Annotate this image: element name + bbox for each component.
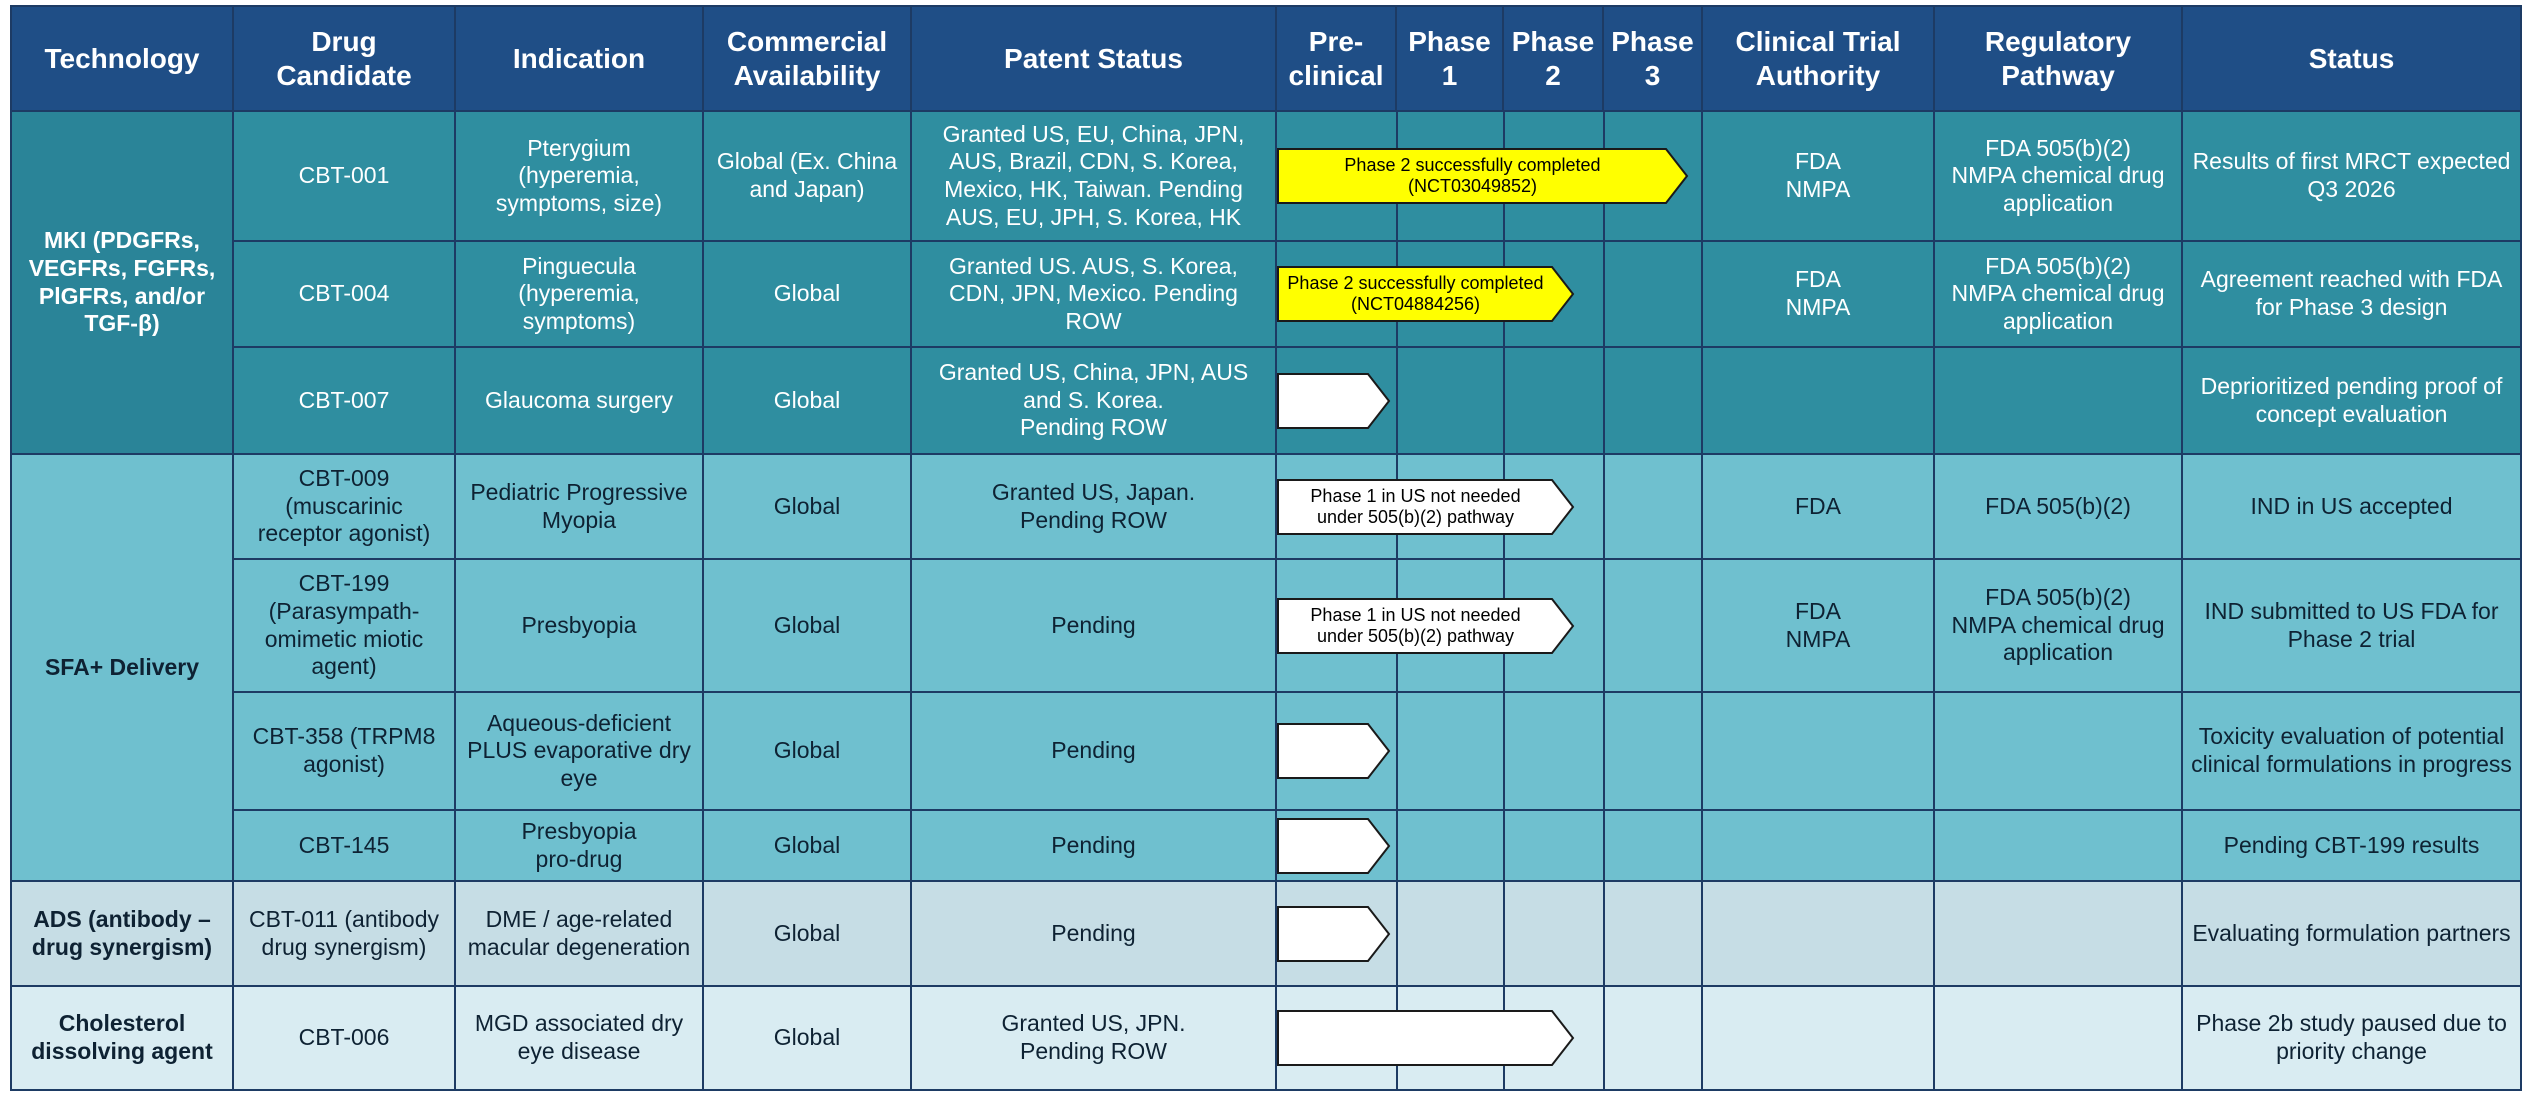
patent-status-cell: Pending bbox=[911, 810, 1276, 881]
indication-cell: Presbyopia bbox=[455, 559, 703, 692]
status-cell: IND in US accepted bbox=[2182, 454, 2521, 559]
arrow-shape bbox=[1277, 373, 1390, 429]
patent-status-cell: Granted US. AUS, S. Korea, CDN, JPN, Mexico. Pending ROW bbox=[911, 241, 1276, 347]
header-clinical-trial-authority: Clinical Trial Authority bbox=[1702, 6, 1934, 111]
pipeline-row bbox=[11, 810, 2521, 881]
patent-status-cell: Pending bbox=[911, 692, 1276, 810]
header-status: Status bbox=[2182, 6, 2521, 111]
header-phase-1: Phase 1 bbox=[1396, 6, 1503, 111]
arrow-polygon bbox=[1278, 1011, 1573, 1065]
arrow-polygon bbox=[1278, 724, 1389, 778]
patent-status-cell: Granted US, Japan. Pending ROW bbox=[911, 454, 1276, 559]
drug-candidate-cell: CBT-007 bbox=[233, 347, 455, 454]
indication-cell: Pediatric Progressive Myopia bbox=[455, 454, 703, 559]
drug-candidate-cell: CBT-001 bbox=[233, 111, 455, 241]
technology-group-cell: Cholesterol dissolving agent bbox=[11, 986, 233, 1090]
phase-progress-cell bbox=[1276, 241, 1702, 347]
phase-divider bbox=[1503, 348, 1505, 453]
clinical-trial-authority-cell bbox=[1702, 810, 1934, 881]
header-preclinical: Pre-clinical bbox=[1276, 6, 1396, 111]
phase-divider bbox=[1603, 882, 1605, 985]
phase-progress-arrow bbox=[1277, 373, 1390, 429]
indication-cell: Presbyopia pro-drug bbox=[455, 810, 703, 881]
drug-candidate-cell: CBT-358 (TRPM8 agonist) bbox=[233, 692, 455, 810]
phase-progress-arrow bbox=[1277, 479, 1574, 535]
header-technology: Technology bbox=[11, 6, 233, 111]
phase-progress-label: Phase 1 in US not needed under 505(b)(2) pathway bbox=[1310, 604, 1521, 646]
technology-group-cell: MKI (PDGFRs, VEGFRs, FGFRs, PlGFRs, and/or TGF-β) bbox=[11, 111, 233, 454]
regulatory-pathway-cell bbox=[1934, 810, 2182, 881]
technology-group-cell: SFA+ Delivery bbox=[11, 454, 233, 881]
pipeline-row bbox=[11, 692, 2521, 810]
phase-progress-cell bbox=[1276, 810, 1702, 881]
header-phase-3: Phase 3 bbox=[1603, 6, 1702, 111]
pipeline-row bbox=[11, 986, 2521, 1090]
phase-divider bbox=[1396, 693, 1398, 809]
phase-progress-cell bbox=[1276, 986, 1702, 1090]
regulatory-pathway-cell bbox=[1934, 692, 2182, 810]
commercial-availability-cell: Global bbox=[703, 454, 911, 559]
phase-progress-arrow bbox=[1277, 723, 1390, 779]
drug-candidate-cell: CBT-199 (Parasympath-omimetic miotic agent) bbox=[233, 559, 455, 692]
regulatory-pathway-cell: FDA 505(b)(2) bbox=[1934, 454, 2182, 559]
phase-progress-cell bbox=[1276, 347, 1702, 454]
pipeline-row bbox=[11, 559, 2521, 692]
status-cell: Pending CBT-199 results bbox=[2182, 810, 2521, 881]
regulatory-pathway-cell bbox=[1934, 881, 2182, 986]
status-cell: IND submitted to US FDA for Phase 2 trial bbox=[2182, 559, 2521, 692]
indication-cell: Pterygium (hyperemia, symptoms, size) bbox=[455, 111, 703, 241]
clinical-trial-authority-cell bbox=[1702, 347, 1934, 454]
pipeline-row bbox=[11, 454, 2521, 559]
pipeline-body bbox=[11, 111, 2521, 1090]
clinical-trial-authority-cell: FDA NMPA bbox=[1702, 241, 1934, 347]
phase-progress-label: Phase 2 successfully completed (NCT04884256) bbox=[1287, 273, 1544, 314]
regulatory-pathway-cell: FDA 505(b)(2) NMPA chemical drug application bbox=[1934, 559, 2182, 692]
pipeline-row bbox=[11, 881, 2521, 986]
arrow-polygon bbox=[1278, 907, 1389, 961]
pipeline-table-wrapper bbox=[10, 5, 2520, 1102]
regulatory-pathway-cell: FDA 505(b)(2) NMPA chemical drug application bbox=[1934, 111, 2182, 241]
phase-divider bbox=[1603, 348, 1605, 453]
commercial-availability-cell: Global bbox=[703, 347, 911, 454]
phase-progress-cell bbox=[1276, 559, 1702, 692]
phase-progress-arrow bbox=[1277, 818, 1390, 874]
arrow-shape bbox=[1277, 818, 1390, 874]
drug-candidate-cell: CBT-004 bbox=[233, 241, 455, 347]
phase-progress-cell bbox=[1276, 454, 1702, 559]
phase-progress-label: Phase 1 in US not needed under 505(b)(2) pathway bbox=[1310, 485, 1521, 527]
phase-progress-cell bbox=[1276, 692, 1702, 810]
phase-progress-arrow bbox=[1277, 148, 1688, 204]
regulatory-pathway-cell: FDA 505(b)(2) NMPA chemical drug application bbox=[1934, 241, 2182, 347]
pipeline-row bbox=[11, 241, 2521, 347]
patent-status-cell: Granted US, China, JPN, AUS and S. Korea. Pending ROW bbox=[911, 347, 1276, 454]
phase-divider bbox=[1603, 560, 1605, 691]
indication-cell: Aqueous-deficient PLUS evaporative dry eye bbox=[455, 692, 703, 810]
patent-status-cell: Pending bbox=[911, 881, 1276, 986]
arrow-shape bbox=[1277, 906, 1390, 962]
commercial-availability-cell: Global bbox=[703, 692, 911, 810]
phase-divider bbox=[1603, 811, 1605, 880]
arrow-shape bbox=[1277, 1010, 1574, 1066]
status-cell: Deprioritized pending proof of concept evaluation bbox=[2182, 347, 2521, 454]
phase-progress-arrow bbox=[1277, 266, 1574, 322]
phase-divider bbox=[1503, 693, 1505, 809]
phase-divider bbox=[1396, 811, 1398, 880]
header-phase-2: Phase 2 bbox=[1503, 6, 1603, 111]
commercial-availability-cell: Global bbox=[703, 986, 911, 1090]
phase-divider bbox=[1603, 455, 1605, 558]
regulatory-pathway-cell bbox=[1934, 347, 2182, 454]
clinical-trial-authority-cell: FDA NMPA bbox=[1702, 559, 1934, 692]
regulatory-pathway-cell bbox=[1934, 986, 2182, 1090]
technology-group-cell: ADS (antibody – drug synergism) bbox=[11, 881, 233, 986]
pipeline-table bbox=[10, 5, 2522, 1091]
status-cell: Toxicity evaluation of potential clinical formulations in progress bbox=[2182, 692, 2521, 810]
header-patent-status: Patent Status bbox=[911, 6, 1276, 111]
clinical-trial-authority-cell: FDA bbox=[1702, 454, 1934, 559]
commercial-availability-cell: Global bbox=[703, 881, 911, 986]
clinical-trial-authority-cell: FDA NMPA bbox=[1702, 111, 1934, 241]
phase-divider bbox=[1603, 693, 1605, 809]
header-row bbox=[11, 6, 2521, 111]
patent-status-cell: Pending bbox=[911, 559, 1276, 692]
pipeline-row bbox=[11, 111, 2521, 241]
phase-divider bbox=[1603, 242, 1605, 346]
arrow-polygon bbox=[1278, 374, 1389, 428]
patent-status-cell: Granted US, EU, China, JPN, AUS, Brazil, CDN, S. Korea, Mexico, HK, Taiwan. Pending AUS, EU, JPH, S. Korea, HK bbox=[911, 111, 1276, 241]
status-cell: Evaluating formulation partners bbox=[2182, 881, 2521, 986]
status-cell: Agreement reached with FDA for Phase 3 design bbox=[2182, 241, 2521, 347]
drug-candidate-cell: CBT-011 (antibody drug synergism) bbox=[233, 881, 455, 986]
header-drug-candidate: Drug Candidate bbox=[233, 6, 455, 111]
indication-cell: MGD associated dry eye disease bbox=[455, 986, 703, 1090]
pipeline-row bbox=[11, 347, 2521, 454]
arrow-shape bbox=[1277, 723, 1390, 779]
commercial-availability-cell: Global (Ex. China and Japan) bbox=[703, 111, 911, 241]
commercial-availability-cell: Global bbox=[703, 810, 911, 881]
arrow-polygon bbox=[1278, 819, 1389, 873]
phase-progress-label: Phase 2 successfully completed (NCT03049852) bbox=[1344, 155, 1601, 196]
status-cell: Results of first MRCT expected Q3 2026 bbox=[2182, 111, 2521, 241]
commercial-availability-cell: Global bbox=[703, 559, 911, 692]
patent-status-cell: Granted US, JPN. Pending ROW bbox=[911, 986, 1276, 1090]
phase-progress-arrow bbox=[1277, 906, 1390, 962]
clinical-trial-authority-cell bbox=[1702, 881, 1934, 986]
phase-divider bbox=[1503, 811, 1505, 880]
indication-cell: Pinguecula (hyperemia, symptoms) bbox=[455, 241, 703, 347]
clinical-trial-authority-cell bbox=[1702, 692, 1934, 810]
header-indication: Indication bbox=[455, 6, 703, 111]
phase-divider bbox=[1503, 882, 1505, 985]
indication-cell: Glaucoma surgery bbox=[455, 347, 703, 454]
phase-progress-cell bbox=[1276, 881, 1702, 986]
phase-divider bbox=[1396, 882, 1398, 985]
status-cell: Phase 2b study paused due to priority change bbox=[2182, 986, 2521, 1090]
phase-progress-arrow bbox=[1277, 1010, 1574, 1066]
header-commercial-availability: Commercial Availability bbox=[703, 6, 911, 111]
phase-divider bbox=[1396, 348, 1398, 453]
phase-progress-arrow bbox=[1277, 598, 1574, 654]
clinical-trial-authority-cell bbox=[1702, 986, 1934, 1090]
drug-candidate-cell: CBT-006 bbox=[233, 986, 455, 1090]
indication-cell: DME / age-related macular degeneration bbox=[455, 881, 703, 986]
phase-divider bbox=[1603, 987, 1605, 1089]
drug-candidate-cell: CBT-009 (muscarinic receptor agonist) bbox=[233, 454, 455, 559]
commercial-availability-cell: Global bbox=[703, 241, 911, 347]
phase-progress-cell bbox=[1276, 111, 1702, 241]
drug-candidate-cell: CBT-145 bbox=[233, 810, 455, 881]
header-regulatory-pathway: Regulatory Pathway bbox=[1934, 6, 2182, 111]
